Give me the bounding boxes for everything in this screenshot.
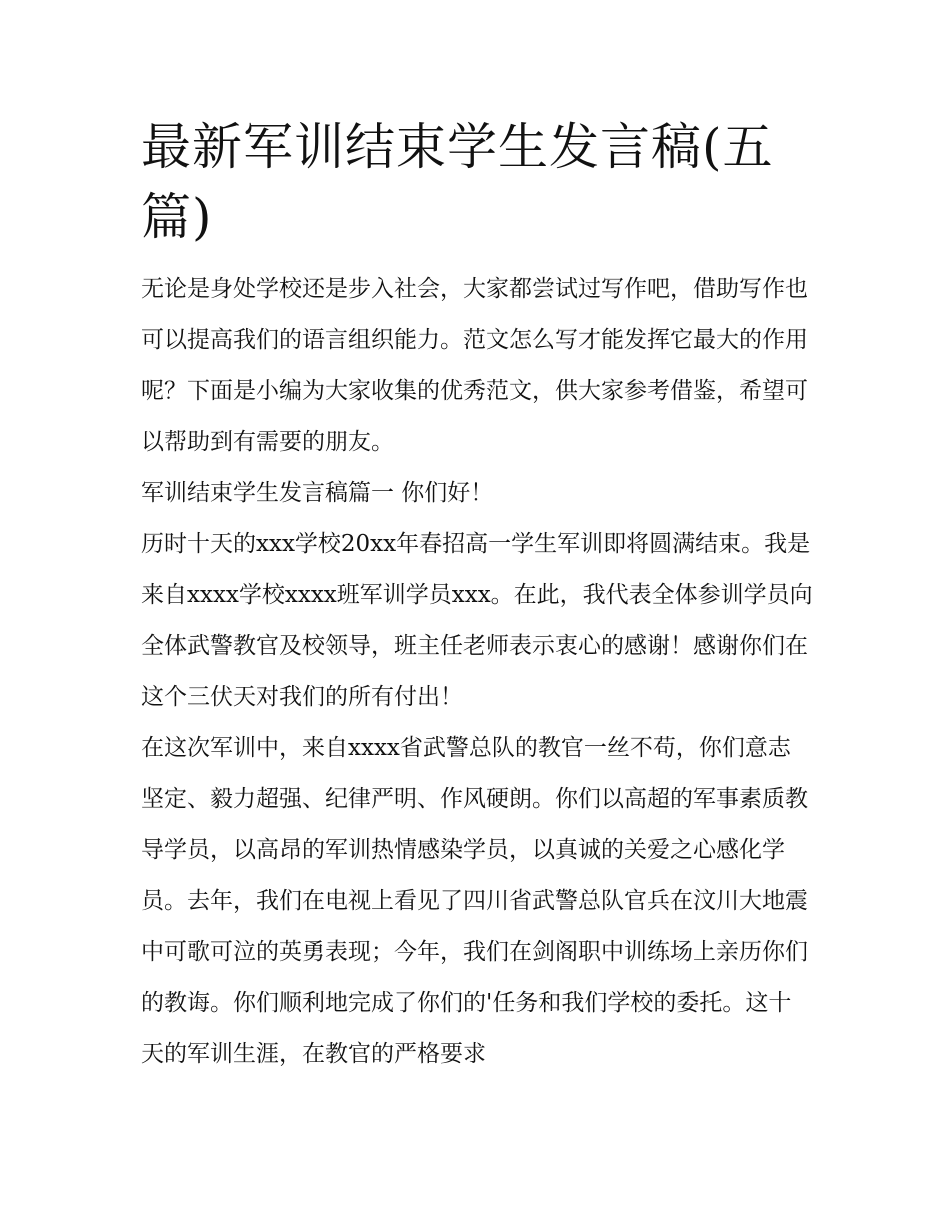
intro-paragraph: 无论是身处学校还是步入社会，大家都尝试过写作吧，借助写作也可以提高我们的语言组织能力。范文怎么写才能发挥它最大的作用呢？下面是小编为大家收集的优秀范文，供大家参考借鉴，希望可以帮助到有需要的朋友。: [141, 276, 808, 455]
body-paragraph: 在这次军训中，来自xxxx省武警总队的教官一丝不苟，你们意志坚定、毅力超强、纪律严明、作风硬朗。你们以高超的军事素质教导学员，以高昂的军训热情感染学员，以真诚的关爱之心感化学员。去年，我们在电视上看见了四川省武警总队官兵在汶川大地震中可歌可泣的英勇表现；今年，我们在剑阁职中训练场上亲历你们的教诲。你们顺利地完成了你们的'任务和我们学校的委托。这十天的军训生涯，在教官的严格要求: [141, 735, 808, 1067]
section-heading-paragraph: 军训结束学生发言稿篇一 你们好！: [141, 480, 494, 506]
document-page: [141, 112, 813, 1080]
document-title: 最新军训结束学生发言稿(五篇): [141, 118, 774, 246]
body-paragraph: 历时十天的xxx学校20xx年春招高一学生军训即将圆满结束。我是来自xxxx学校xxxx班军训学员xxx。在此，我代表全体参训学员向全体武警教官及校领导，班主任老师表示衷心的感谢！感谢你们在这个三伏天对我们的所有付出！: [141, 531, 813, 710]
